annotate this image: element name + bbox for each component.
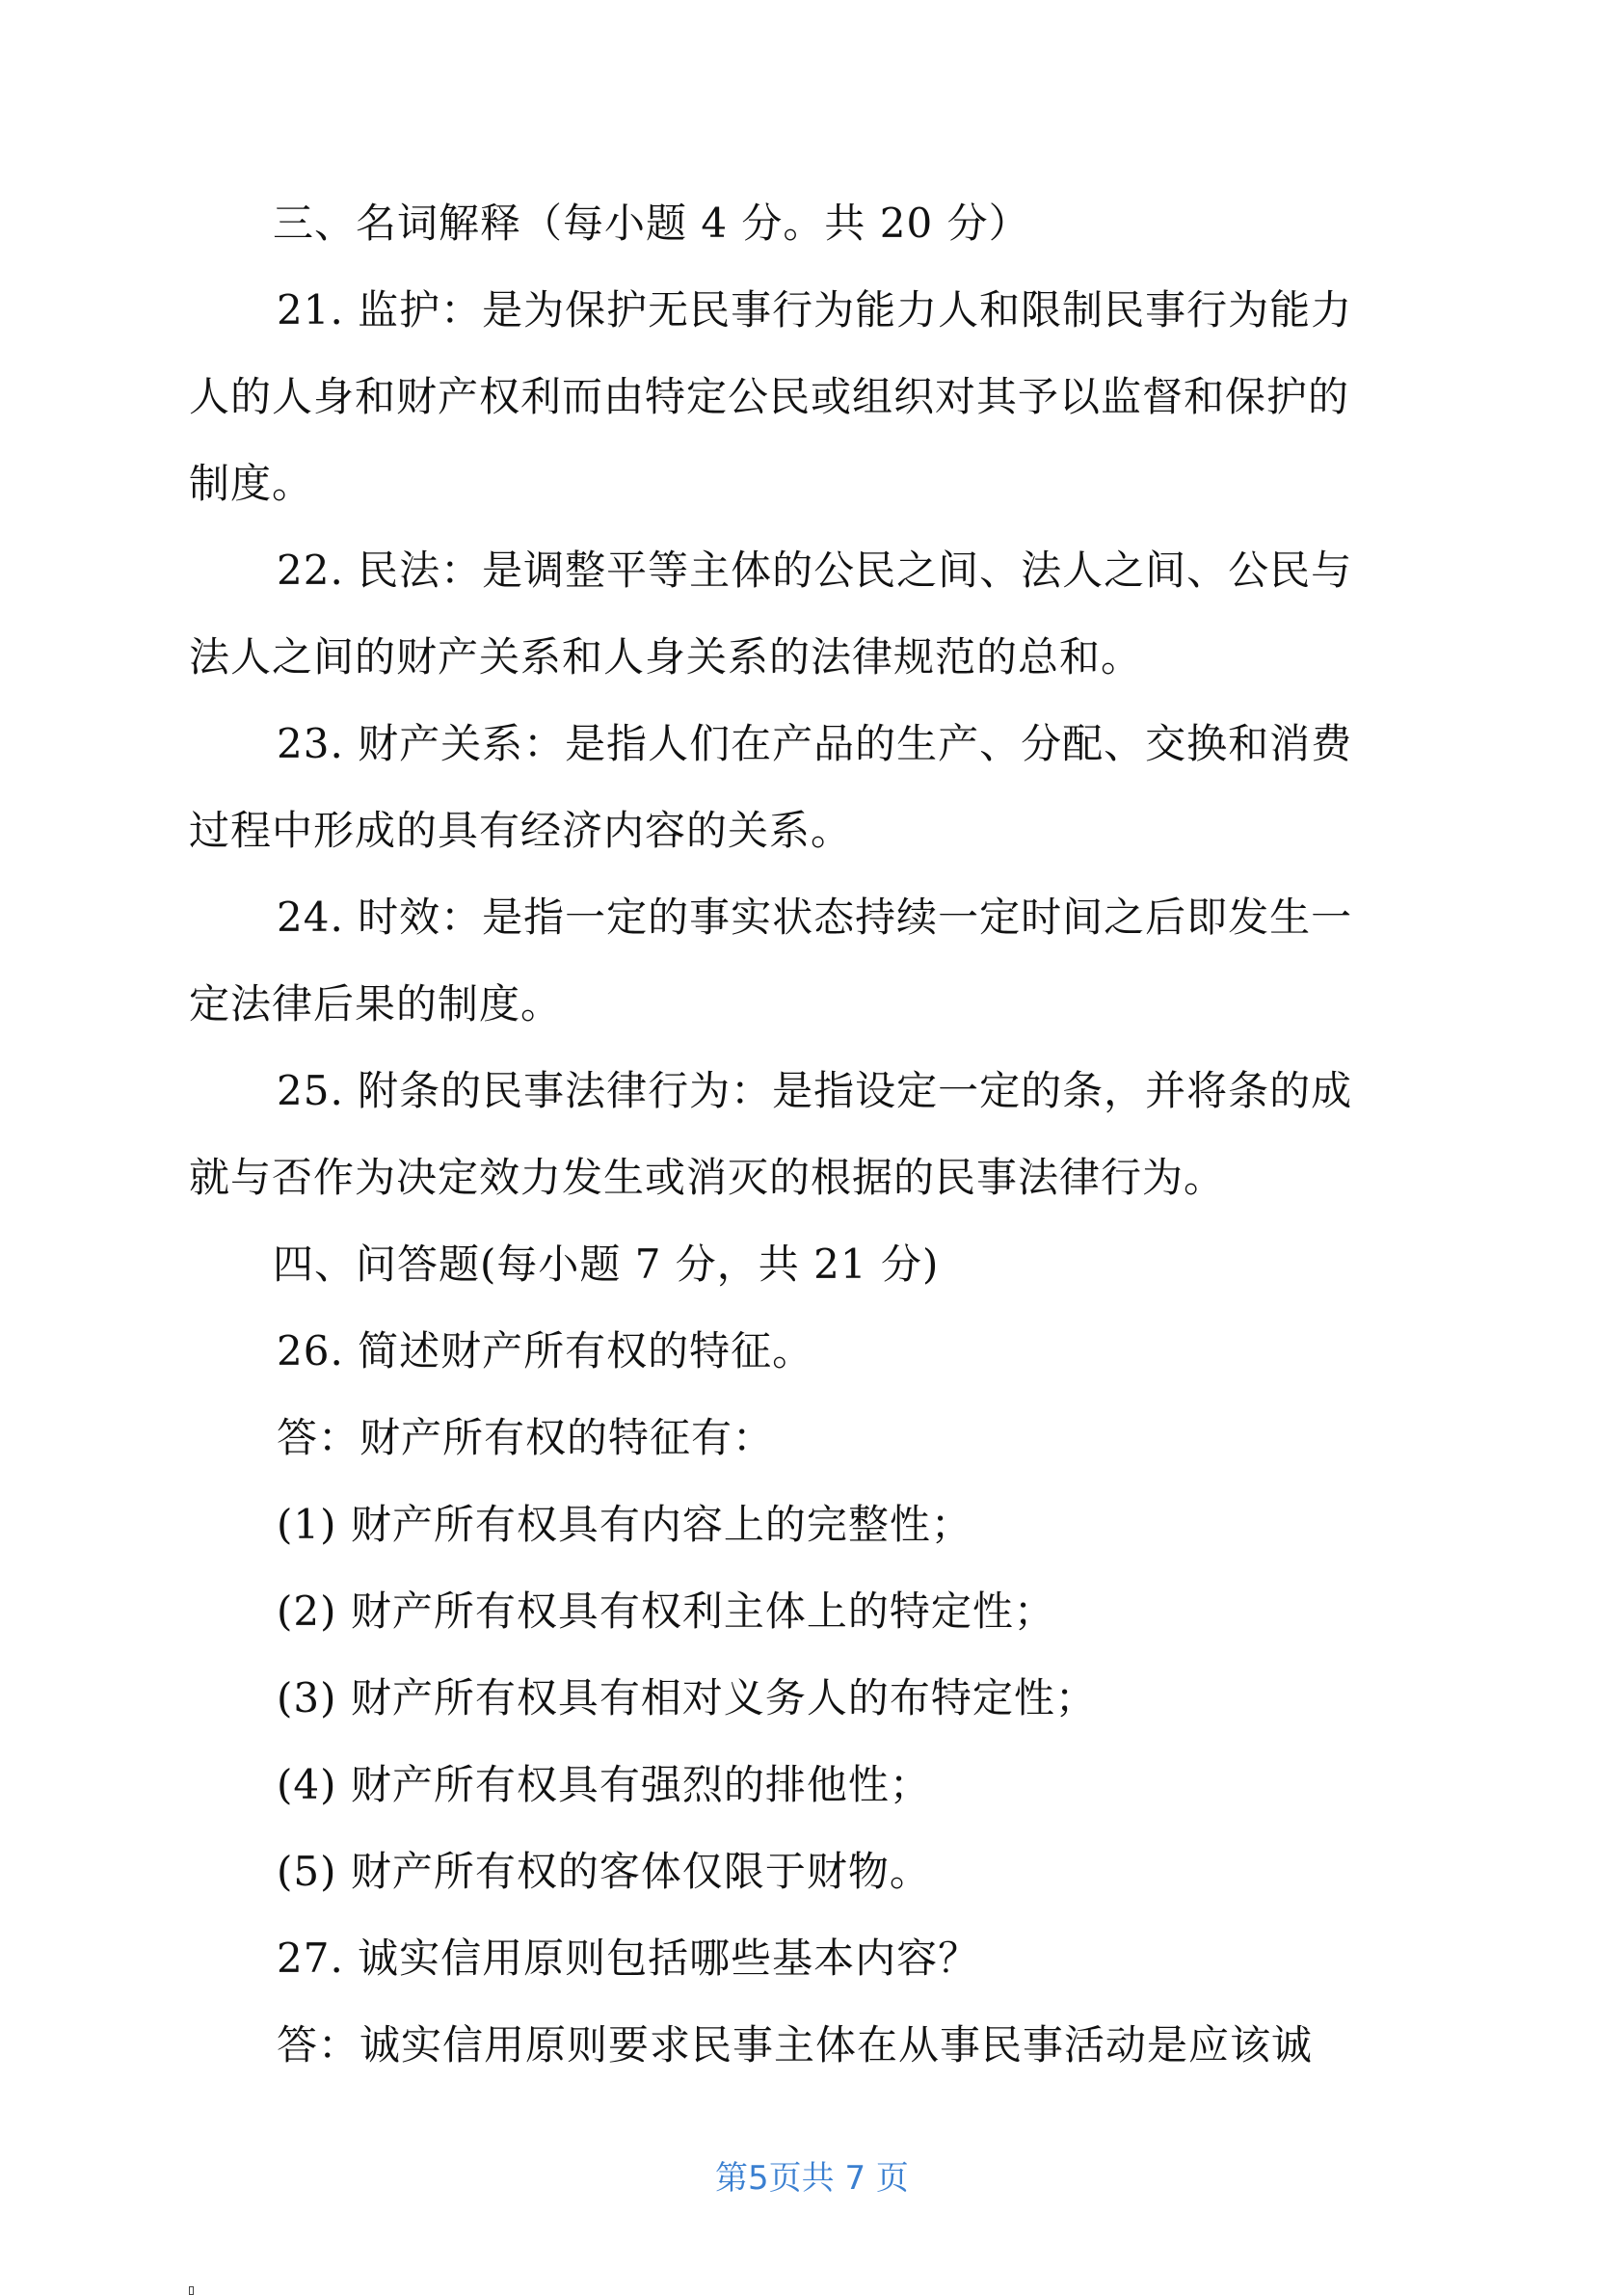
paragraph-line: 过程中形成的具有经济内容的关系。 — [189, 807, 853, 854]
page-number-footer: 第5页共 7 页 — [715, 2159, 909, 2198]
paragraph-line: 25. 附条的民事法律行为：是指设定一定的条，并将条的成 — [277, 1067, 1353, 1114]
list-item: (3) 财产所有权具有相对义务人的布特定性； — [277, 1674, 1097, 1721]
paragraph-line: 21. 监护：是为保护无民事行为能力人和限制民事行为能力 — [277, 286, 1353, 334]
list-item: (1) 财产所有权具有内容上的完整性； — [277, 1501, 972, 1548]
answer-line: 答：诚实信用原则要求民事主体在从事民事活动是应该诚 — [277, 2021, 1314, 2068]
section-heading-terms: 三、名词解释（每小题 4 分。共 20 分） — [273, 200, 1030, 247]
paragraph-line: 23. 财产关系：是指人们在产品的生产、分配、交换和消费 — [277, 720, 1353, 767]
paragraph-line: 22. 民法：是调整平等主体的公民之间、法人之间、公民与 — [277, 547, 1353, 594]
question-line: 27. 诚实信用原则包括哪些基本内容？ — [277, 1935, 980, 1982]
list-item: (5) 财产所有权的客体仅限于财物。 — [277, 1848, 931, 1895]
paragraph-line: 人的人身和财产权利而由特定公民或组织对其予以监督和保护的 — [189, 373, 1350, 420]
paragraph-line: 定法律后果的制度。 — [189, 980, 563, 1027]
list-item: (2) 财产所有权具有权利主体上的特定性； — [277, 1588, 1055, 1635]
section-heading-qa: 四、问答题(每小题 7 分，共 21 分) — [273, 1241, 940, 1288]
paragraph-line: 24. 时效：是指一定的事实状态持续一定时间之后即发生一 — [277, 894, 1353, 941]
paragraph-line: 制度。 — [189, 460, 314, 507]
paragraph-line: 法人之间的财产关系和人身关系的法律规范的总和。 — [189, 633, 1143, 680]
corner-mark — [189, 2286, 194, 2295]
answer-line: 答：财产所有权的特征有： — [277, 1414, 775, 1461]
paragraph-line: 就与否作为决定效力发生或消灭的根据的民事法律行为。 — [189, 1154, 1226, 1201]
question-line: 26. 简述财产所有权的特征。 — [277, 1327, 814, 1374]
list-item: (4) 财产所有权具有强烈的排他性； — [277, 1761, 931, 1808]
